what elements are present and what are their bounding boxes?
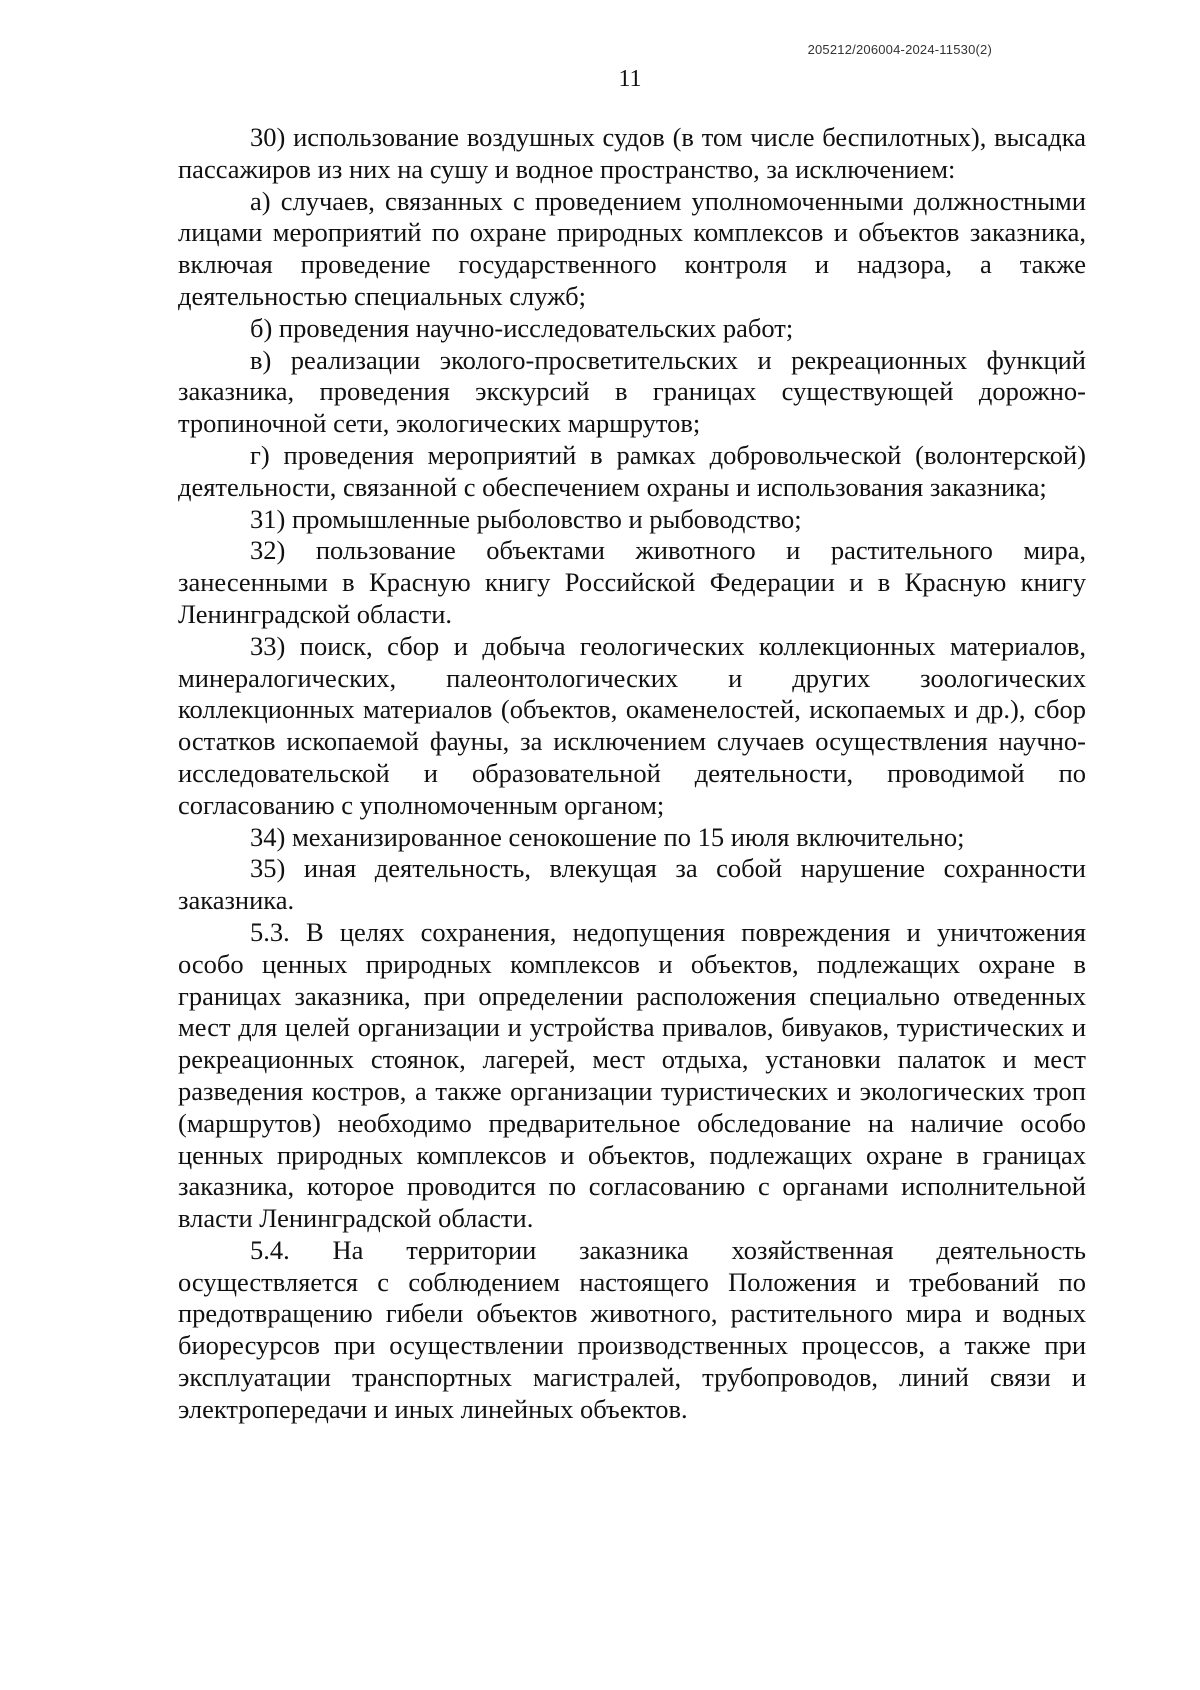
paragraph-item-32: 32) пользование объектами животного и растительного мира, занесенными в Красную книгу Российской Федерации и в Красную книгу Ленинградской области. xyxy=(178,535,1086,629)
paragraph-item-33: 33) поиск, сбор и добыча геологических коллекционных материалов, минералогических, палеонтологических и других зоологических коллекционных материалов (объектов, окаменелостей, ископаемых и др.), сбор остатков ископаемой фауны, за исключением случаев осуществления научно-исследовательской и образовательной деятельности, проводимой по согласованию с уполномоченным органом; xyxy=(178,630,1086,820)
document-body xyxy=(178,122,1086,1426)
paragraph-item-34: 34) механизированное сенокошение по 15 июля включительно; xyxy=(250,821,965,852)
paragraph-item-30: 30) использование воздушных судов (в том числе беспилотных), высадка пассажиров из них на сушу и водное пространство, за исключением: xyxy=(178,122,1086,184)
paragraph-subitem-g: г) проведения мероприятий в рамках добровольческой (волонтерской) деятельности, связанной с обеспечением охраны и использования заказника; xyxy=(178,439,1086,502)
document-id: 205212/206004-2024-11530(2) xyxy=(807,42,992,57)
page-number: 11 xyxy=(618,66,642,92)
paragraph-item-35: 35) иная деятельность, влекущая за собой нарушение сохранности заказника. xyxy=(178,853,1086,916)
paragraph-subitem-v: в) реализации эколого-просветительских и рекреационных функций заказника, проведения экскурсий в границах существующей дорожно-тропиночной сети, экологических маршрутов; xyxy=(178,344,1086,439)
paragraph-subitem-a: а) случаев, связанных с проведением уполномоченными должностными лицами мероприятий по охране природных комплексов и объектов заказника, включая проведение государственного контроля и надзора, а также деятельностью специальных служб; xyxy=(178,185,1086,311)
paragraph-subitem-b: б) проведения научно-исследовательских работ; xyxy=(250,312,794,343)
paragraph-section-5-3: 5.3. В целях сохранения, недопущения повреждения и уничтожения особо ценных природных комплексов и объектов, подлежащих охране в границах заказника, при определении расположения специально отведенных мест для целей организации и устройства привалов, бивуаков, туристических и рекреационных стоянок, лагерей, мест отдыха, установки палаток и мест разведения костров, а также организации туристических и экологических троп (маршрутов) необходимо предварительное обследование на наличие особо ценных природных комплексов и объектов, подлежащих охране в границах заказника, которое проводится по согласованию с органами исполнительной власти Ленинградской области. xyxy=(178,916,1086,1234)
paragraph-section-5-4: 5.4. На территории заказника хозяйственная деятельность осуществляется с соблюдением настоящего Положения и требований по предотвращению гибели объектов животного, растительного мира и водных биоресурсов при осуществлении производственных процессов, а также при эксплуатации транспортных магистралей, трубопроводов, линий связи и электропередачи и иных линейных объектов. xyxy=(178,1234,1086,1424)
paragraph-item-31: 31) промышленные рыболовство и рыбоводство; xyxy=(250,503,802,534)
